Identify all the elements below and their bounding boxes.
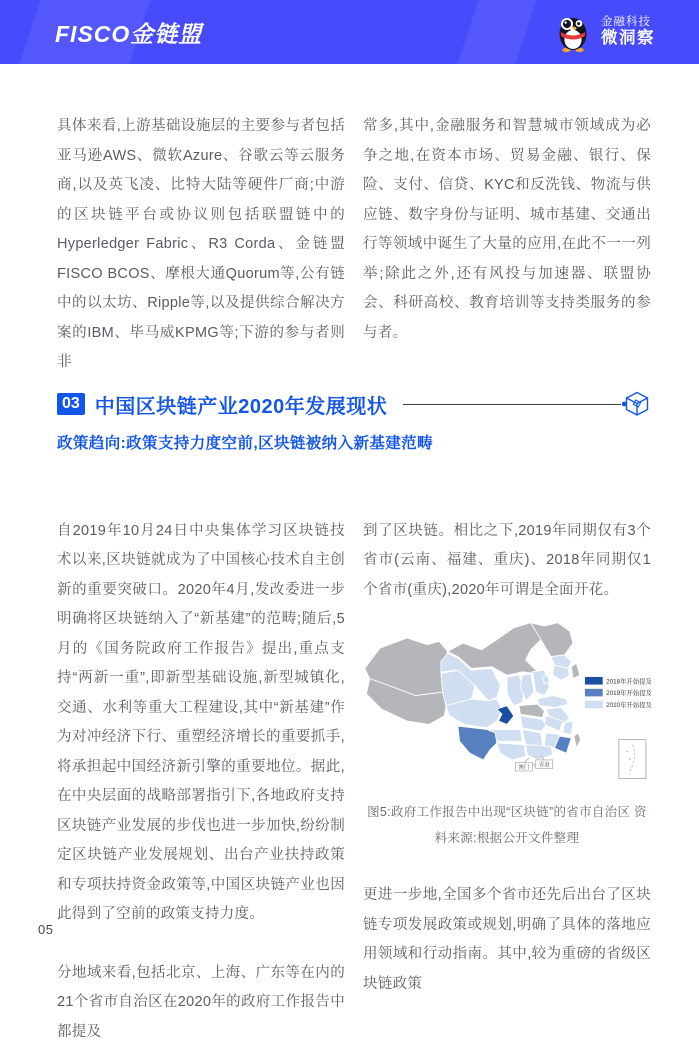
section-number-badge: 03 xyxy=(57,393,85,415)
figure-5 xyxy=(363,615,651,851)
figure-caption: 图5:政府工作报告中出现“区块链”的省市自治区 资料来源:根据公开文件整理 xyxy=(363,799,651,851)
body-right-column xyxy=(363,517,651,1047)
section-subtitle: 政策趋向:政策支持力度空前,区块链被纳入新基建范畴 xyxy=(57,431,651,453)
brand-block xyxy=(554,11,655,53)
page-header xyxy=(0,0,699,64)
svg-text:2019年开始提及: 2019年开始提及 xyxy=(606,688,651,697)
intro-right-paragraph: 常多,其中,金融服务和智慧城市领域成为必争之地,在资本市场、贸易金融、银行、保险、支付、信贷、KYC和反洗钱、物流与供应链、数字身份与证明、城市基建、交通出行等领域中诞生了大量的应用,在此不一一列举;除此之外,还有风投与加速器、联盟协会、科研高校、教育培训等支持类服务的参与者。 xyxy=(363,112,651,348)
svg-text:2018年开始提及: 2018年开始提及 xyxy=(606,676,651,685)
brand-tagline-bottom: 微洞察 xyxy=(601,29,655,48)
svg-text:香港: 香港 xyxy=(539,760,551,768)
svg-text:2020年开始提及: 2020年开始提及 xyxy=(606,700,651,709)
body-left-column xyxy=(57,517,345,1047)
intro-left-paragraph: 具体来看,上游基础设施层的主要参与者包括亚马逊AWS、微软Azure、谷歌云等云服务商,以及英飞凌、比特大陆等硬件厂商;中游的区块链平台或协议则包括联盟链中的Hyperledger Fabric、R3 Corda、金链盟FISCO BCOS、摩根大通Quorum等,公有链中的以太坊、Ripple等,以及提供综合解决方案的IBM、毕马威KPMG等;下游的参与者则非 xyxy=(57,112,345,378)
map-legend xyxy=(585,676,651,709)
region-paragraph: 分地域来看,包括北京、上海、广东等在内的21个省市自治区在2020年的政府工作报告中都提及 xyxy=(57,959,345,1047)
map-callout-macau xyxy=(515,758,532,771)
heading-rule-line xyxy=(403,404,621,405)
section-heading xyxy=(57,390,651,419)
china-choropleth-map xyxy=(363,615,651,788)
body-columns xyxy=(57,517,651,1047)
policy-paragraph: 自2019年10月24日中央集体学习区块链技术以来,区块链就成为了中国核心技术自主创新的重要突破口。2020年4月,发改委进一步明确将区块链纳入了“新基建”的范畴;随后,5月的《国务院政府工作报告》提出,重点支持“两新一重”,即新型基础设施,新型城镇化,交通、水利等重大工程建设,其中“新基建”作为对冲经济下行、重塑经济增长的重要抓手,将承担起中国经济新引擎的重要地位。据此,在中央层面的战略部署指引下,各地政府支持区块链产业发展的步伐也进一步加快,纷纷制定区块链产业发展规划、出台产业扶持政策和专项扶持资金政策等,中国区块链产业也因此得到了空前的政策支持力度。 xyxy=(57,517,345,930)
page-number: 05 xyxy=(38,922,53,937)
brand-tagline-top: 金融科技 xyxy=(601,16,655,29)
provincial-policy-paragraph: 更进一步地,全国多个省市还先后出台了区块链专项发展政策或规划,明确了具体的落地应用领域和行动指南。其中,较为重磅的省级区块链政策 xyxy=(363,881,651,999)
blockchain-cube-icon xyxy=(621,390,651,418)
intro-right-column xyxy=(363,112,651,378)
svg-text:澳门: 澳门 xyxy=(518,763,530,771)
comparison-paragraph: 到了区块链。相比之下,2019年同期仅有3个省市(云南、福建、重庆)、2018年同期仅1个省市(重庆),2020年可谓是全面开花。 xyxy=(363,517,651,606)
header-stripe xyxy=(454,0,539,64)
penguin-mascot-icon xyxy=(554,11,592,53)
south-china-sea-inset xyxy=(619,740,646,779)
section-title: 中国区块链产业2020年发展现状 xyxy=(95,390,388,419)
intro-left-column xyxy=(57,112,345,378)
fisco-logo: FISCO金链盟 xyxy=(55,16,202,49)
page-content xyxy=(57,64,651,1047)
intro-columns xyxy=(57,112,651,378)
